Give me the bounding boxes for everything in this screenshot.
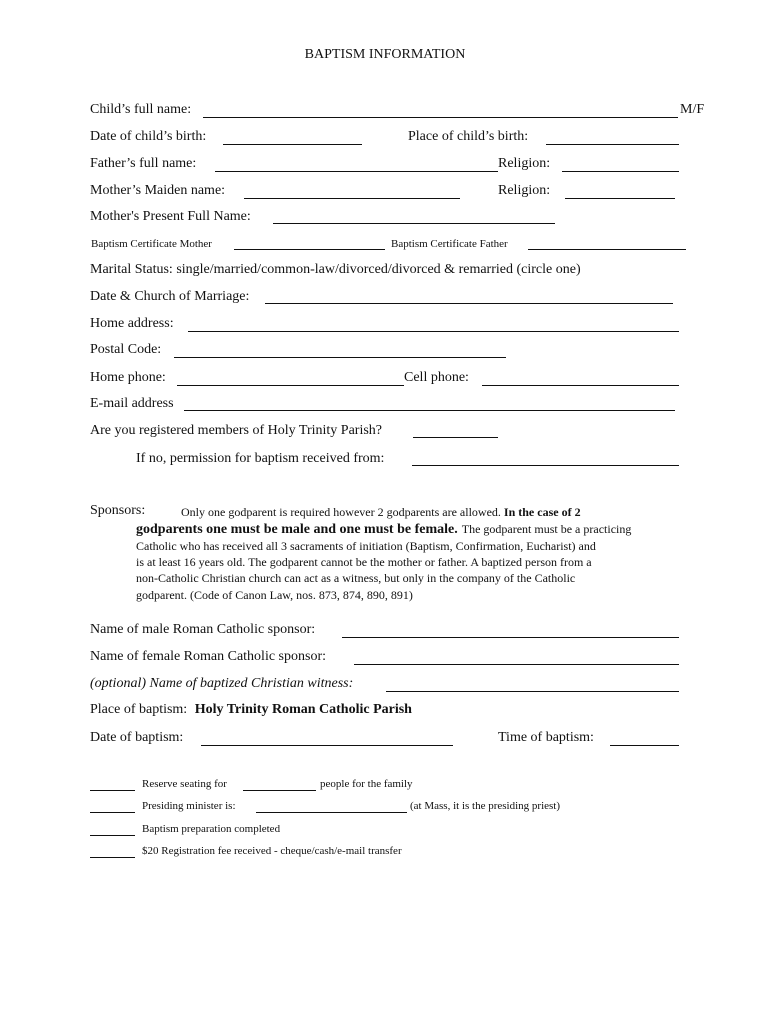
sponsors-line-1-bold: In the case of 2 xyxy=(503,505,581,519)
cert-father-label: Baptism Certificate Father xyxy=(391,238,508,250)
sponsors-line-2 xyxy=(136,520,631,538)
cell-phone-field[interactable] xyxy=(482,385,679,386)
sponsors-line-4: is at least 16 years old. The godparent cannot be the mother or father. A baptized person from a xyxy=(136,555,592,569)
email-label: E-mail address xyxy=(90,396,174,411)
mother-maiden-field[interactable] xyxy=(244,198,460,199)
pob-label: Place of child’s birth: xyxy=(408,129,529,144)
page-title: BAPTISM INFORMATION xyxy=(304,47,466,62)
sponsors-line-1 xyxy=(181,505,581,520)
marriage-field[interactable] xyxy=(265,303,673,304)
registered-label: Are you registered members of Holy Trinity Parish? xyxy=(90,423,383,438)
marriage-label: Date & Church of Marriage: xyxy=(90,289,250,304)
female-sponsor-label: Name of female Roman Catholic sponsor: xyxy=(90,649,326,664)
home-phone-label: Home phone: xyxy=(90,370,166,385)
cell-phone-label: Cell phone: xyxy=(404,370,469,385)
preparation-check[interactable] xyxy=(90,835,135,836)
marital-status: Marital Status: single/married/common-law/divorced/divorced & remarried (circle one) xyxy=(90,262,581,277)
mother-religion-field[interactable] xyxy=(565,198,675,199)
sponsors-line-2-text: The godparent must be a practicing xyxy=(461,522,632,536)
place-of-baptism xyxy=(90,702,412,718)
father-name-label: Father’s full name: xyxy=(90,156,197,171)
witness-field[interactable] xyxy=(386,691,679,692)
sponsors-line-5: non-Catholic Christian church can act as a witness, but only in the company of the Catholic xyxy=(136,571,576,585)
preparation-label: Baptism preparation completed xyxy=(142,823,281,835)
place-of-baptism-label: Place of baptism: xyxy=(90,702,188,717)
father-religion-label: Religion: xyxy=(498,156,551,171)
date-of-baptism-field[interactable] xyxy=(201,745,453,746)
dob-label: Date of child’s birth: xyxy=(90,129,207,144)
mother-religion-label: Religion: xyxy=(498,183,551,198)
pob-field[interactable] xyxy=(546,144,679,145)
witness-label: (optional) Name of baptized Christian witness: xyxy=(90,676,354,691)
sponsors-label: Sponsors: xyxy=(90,503,146,518)
child-name-field[interactable] xyxy=(203,117,678,118)
mother-present-field[interactable] xyxy=(273,223,555,224)
fee-label: $20 Registration fee received - cheque/cash/e-mail transfer xyxy=(142,845,402,857)
male-sponsor-label: Name of male Roman Catholic sponsor: xyxy=(90,622,316,637)
sponsors-line-3: Catholic who has received all 3 sacraments of initiation (Baptism, Confirmation, Eucharist) and xyxy=(136,539,596,553)
mother-present-label: Mother's Present Full Name: xyxy=(90,209,251,224)
cert-mother-label: Baptism Certificate Mother xyxy=(91,238,212,250)
sponsors-line-6: godparent. (Code of Canon Law, nos. 873, 874, 890, 891) xyxy=(136,588,413,602)
sponsors-line-2-bold: godparents one must be male and one must be female. xyxy=(136,522,458,537)
time-of-baptism-label: Time of baptism: xyxy=(498,730,594,745)
minister-check[interactable] xyxy=(90,812,135,813)
cert-father-field[interactable] xyxy=(528,249,686,250)
father-name-field[interactable] xyxy=(215,171,498,172)
postal-code-field[interactable] xyxy=(174,357,506,358)
mother-maiden-label: Mother’s Maiden name: xyxy=(90,183,226,198)
dob-field[interactable] xyxy=(223,144,362,145)
seating-count-field[interactable] xyxy=(243,790,316,791)
home-address-field[interactable] xyxy=(188,331,679,332)
minister-label: Presiding minister is: xyxy=(142,800,236,812)
female-sponsor-field[interactable] xyxy=(354,664,679,665)
home-address-label: Home address: xyxy=(90,316,174,331)
seating-suffix: people for the family xyxy=(320,778,413,790)
male-sponsor-field[interactable] xyxy=(342,637,679,638)
minister-note: (at Mass, it is the presiding priest) xyxy=(410,800,561,812)
registered-field[interactable] xyxy=(413,437,498,438)
fee-check[interactable] xyxy=(90,857,135,858)
minister-field[interactable] xyxy=(256,812,407,813)
permission-label: If no, permission for baptism received from: xyxy=(136,451,385,466)
sponsors-line-1-text: Only one godparent is required however 2 godparents are allowed. xyxy=(181,505,501,519)
permission-field[interactable] xyxy=(412,465,679,466)
postal-code-label: Postal Code: xyxy=(90,342,162,357)
sex-label: M/F xyxy=(680,102,705,117)
time-of-baptism-field[interactable] xyxy=(610,745,679,746)
date-of-baptism-label: Date of baptism: xyxy=(90,730,184,745)
seating-check[interactable] xyxy=(90,790,135,791)
cert-mother-field[interactable] xyxy=(234,249,385,250)
child-name-label: Child’s full name: xyxy=(90,102,192,117)
father-religion-field[interactable] xyxy=(562,171,679,172)
home-phone-field[interactable] xyxy=(177,385,404,386)
place-of-baptism-value: Holy Trinity Roman Catholic Parish xyxy=(194,702,412,717)
email-field[interactable] xyxy=(184,410,675,411)
seating-label: Reserve seating for xyxy=(142,778,227,790)
